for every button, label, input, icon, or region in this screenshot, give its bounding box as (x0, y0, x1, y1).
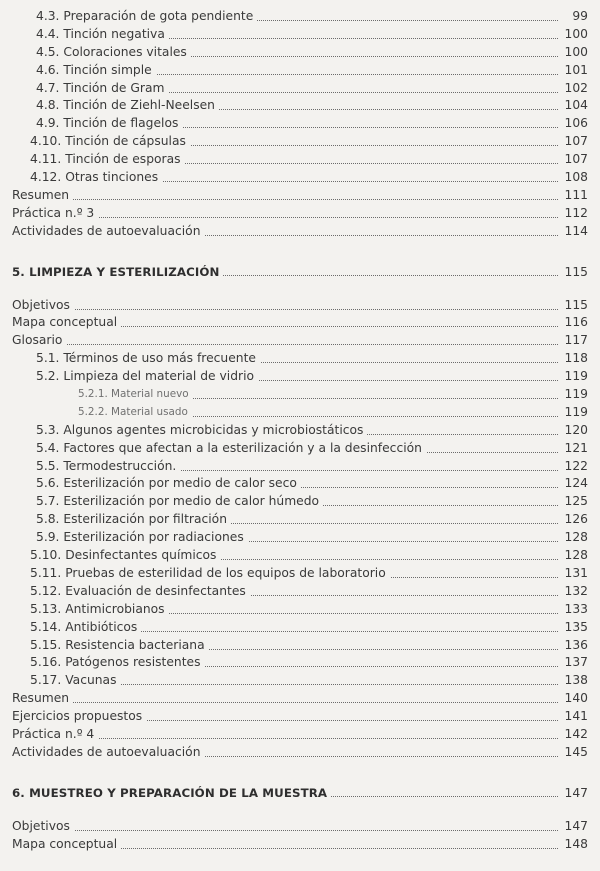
toc-entry-title: Glosario (12, 332, 66, 350)
dot-leader (167, 38, 558, 39)
toc-entry (0, 511, 600, 529)
toc-entry (0, 115, 600, 133)
toc-page-number: 119 (561, 404, 588, 422)
toc-entry-title: 5.2.1. Material nuevo (78, 386, 193, 404)
toc-entry-title: 6. MUESTREO Y PREPARACIÓN DE LA MUESTRA (12, 782, 331, 804)
toc-page-number: 120 (561, 422, 588, 440)
toc-page-number: 122 (561, 458, 588, 476)
toc-entry-title: 4.9. Tinción de flagelos (36, 115, 182, 133)
dot-leader (329, 796, 558, 797)
toc-entry (0, 26, 600, 44)
toc-entry (0, 386, 600, 404)
dot-leader (160, 181, 558, 182)
dot-leader (188, 145, 558, 146)
toc-entry (0, 458, 600, 476)
dot-leader (229, 523, 558, 524)
toc-entry-title: 5.13. Antimicrobianos (30, 601, 169, 619)
dot-leader (178, 470, 558, 471)
toc-entry (0, 836, 600, 854)
toc-entry-title: 5.10. Desinfectantes químicos (30, 547, 220, 565)
toc-page-number: 114 (561, 223, 588, 241)
dot-leader (71, 702, 558, 703)
dot-leader (203, 235, 558, 236)
toc-page-number: 101 (561, 62, 588, 80)
toc-entry-title: Objetivos (12, 818, 74, 836)
toc-page-number: 108 (561, 169, 588, 187)
toc-entry (0, 493, 600, 511)
toc-entry (0, 601, 600, 619)
toc-entry (0, 223, 600, 241)
toc-page-number: 132 (561, 583, 588, 601)
toc-entry (0, 619, 600, 637)
dot-leader (96, 217, 558, 218)
toc-entry-title: 5.9. Esterilización por radiaciones (36, 529, 248, 547)
toc-entry (0, 8, 600, 26)
dot-leader (180, 127, 558, 128)
dot-leader (167, 613, 558, 614)
toc-entry (0, 332, 600, 350)
toc-entry (0, 133, 600, 151)
toc-page-number: 135 (561, 619, 588, 637)
toc-entry-title: 4.4. Tinción negativa (36, 26, 169, 44)
toc-entry-title: 4.12. Otras tinciones (30, 169, 162, 187)
toc-entry (0, 583, 600, 601)
toc-entry-title: 4.8. Tinción de Ziehl-Neelsen (36, 97, 219, 115)
toc-entry-title: Práctica n.º 3 (12, 205, 98, 223)
toc-page-number: 148 (561, 836, 588, 854)
toc-entry (0, 187, 600, 205)
dot-leader (207, 649, 558, 650)
toc-entry-title: 5.16. Patógenos resistentes (30, 654, 205, 672)
toc-page-number: 115 (561, 297, 588, 315)
toc-entry-title: Mapa conceptual (12, 836, 121, 854)
toc-entry (0, 637, 600, 655)
dot-leader (119, 326, 558, 327)
toc-entry-title: 5.14. Antibióticos (30, 619, 141, 637)
dot-leader (139, 631, 558, 632)
toc-entry (0, 314, 600, 332)
dot-leader (388, 577, 558, 578)
toc-entry-title: 5.15. Resistencia bacteriana (30, 637, 209, 655)
dot-leader (246, 541, 558, 542)
toc-page-number: 145 (561, 744, 588, 762)
toc-entry-title: 4.5. Coloraciones vitales (36, 44, 191, 62)
toc-entry-title: 4.10. Tinción de cápsulas (30, 133, 190, 151)
toc-page-number: 141 (561, 708, 588, 726)
dot-leader (321, 505, 558, 506)
dot-leader (256, 380, 558, 381)
toc-entry-title: 5. LIMPIEZA Y ESTERILIZACIÓN (12, 261, 223, 283)
toc-entry-title: Actividades de autoevaluación (12, 223, 205, 241)
toc-page-number: 124 (561, 475, 588, 493)
toc-entry-title: 5.6. Esterilización por medio de calor seco (36, 475, 301, 493)
toc-page-number: 147 (561, 818, 588, 836)
toc-chapter-heading (0, 261, 600, 283)
toc-page-number: 121 (561, 440, 588, 458)
dot-leader (64, 344, 558, 345)
toc-page-number: 115 (561, 261, 588, 283)
toc-page-number: 131 (561, 565, 588, 583)
toc-page-number: 136 (561, 637, 588, 655)
dot-leader (118, 684, 558, 685)
toc-entry-title: Ejercicios propuestos (12, 708, 146, 726)
toc-entry (0, 169, 600, 187)
toc-entry-title: Práctica n.º 4 (12, 726, 98, 744)
toc-entry (0, 205, 600, 223)
toc-entry-title: Mapa conceptual (12, 314, 121, 332)
toc-entry (0, 44, 600, 62)
toc-entry-title: 5.7. Esterilización por medio de calor húmedo (36, 493, 323, 511)
toc-entry (0, 818, 600, 836)
toc-entry-title: 5.2. Limpieza del material de vidrio (36, 368, 258, 386)
toc-entry (0, 440, 600, 458)
toc-page-number: 104 (561, 97, 588, 115)
toc-entry (0, 690, 600, 708)
dot-leader (203, 756, 558, 757)
toc-page-number: 147 (561, 782, 588, 804)
toc-entry (0, 529, 600, 547)
toc-page-number: 119 (561, 368, 588, 386)
toc-page-number: 119 (561, 386, 588, 404)
toc-page-number: 118 (561, 350, 588, 368)
dot-leader (96, 738, 558, 739)
dot-leader (183, 163, 558, 164)
toc-entry (0, 708, 600, 726)
dot-leader (144, 720, 558, 721)
toc-entry (0, 744, 600, 762)
dot-leader (217, 109, 558, 110)
toc-page-number: 100 (561, 44, 588, 62)
dot-leader (154, 74, 558, 75)
toc-entry-title: 5.3. Algunos agentes microbicidas y microbiostáticos (36, 422, 367, 440)
dot-leader (203, 666, 558, 667)
toc-page-number: 99 (568, 8, 588, 26)
toc-page-number: 117 (561, 332, 588, 350)
toc-page-number: 140 (561, 690, 588, 708)
toc-entry-title: 4.11. Tinción de esporas (30, 151, 185, 169)
toc-page-number: 107 (561, 151, 588, 169)
toc-entry-title: 5.4. Factores que afectan a la esterilización y a la desinfección (36, 440, 426, 458)
toc-entry (0, 565, 600, 583)
section-spacer (0, 283, 600, 297)
toc-page-number: 112 (561, 205, 588, 223)
dot-leader (72, 309, 558, 310)
dot-leader (189, 56, 558, 57)
toc-entry (0, 404, 600, 422)
toc-entry-title: 5.2.2. Material usado (78, 404, 192, 422)
dot-leader (190, 416, 558, 417)
dot-leader (221, 275, 558, 276)
section-spacer (0, 241, 600, 261)
toc-entry-title: 4.3. Preparación de gota pendiente (36, 8, 257, 26)
toc-page-number: 137 (561, 654, 588, 672)
toc-page-number: 138 (561, 672, 588, 690)
toc-page-number: 128 (561, 547, 588, 565)
toc-page-number: 128 (561, 529, 588, 547)
dot-leader (299, 487, 558, 488)
toc-page-number: 126 (561, 511, 588, 529)
section-spacer (0, 762, 600, 782)
dot-leader (167, 92, 558, 93)
toc-entry (0, 475, 600, 493)
toc-chapter-heading (0, 782, 600, 804)
toc-entry (0, 547, 600, 565)
dot-leader (119, 848, 558, 849)
toc-entry (0, 654, 600, 672)
dot-leader (71, 199, 558, 200)
toc-entry-title: 5.8. Esterilización por filtración (36, 511, 231, 529)
toc-entry (0, 297, 600, 315)
section-spacer (0, 804, 600, 818)
toc-entry (0, 62, 600, 80)
toc-entry (0, 726, 600, 744)
toc-page-number: 142 (561, 726, 588, 744)
table-of-contents (0, 8, 600, 854)
toc-entry-title: 5.12. Evaluación de desinfectantes (30, 583, 250, 601)
dot-leader (424, 452, 558, 453)
toc-entry-title: Resumen (12, 187, 73, 205)
toc-entry-title: 5.17. Vacunas (30, 672, 120, 690)
toc-page-number: 116 (561, 314, 588, 332)
toc-entry-title: Actividades de autoevaluación (12, 744, 205, 762)
toc-entry-title: 5.1. Términos de uso más frecuente (36, 350, 260, 368)
dot-leader (218, 559, 558, 560)
dot-leader (255, 20, 558, 21)
toc-entry-title: Resumen (12, 690, 73, 708)
toc-entry (0, 672, 600, 690)
toc-page-number: 107 (561, 133, 588, 151)
toc-entry (0, 350, 600, 368)
toc-page-number: 106 (561, 115, 588, 133)
dot-leader (248, 595, 558, 596)
toc-entry-title: 4.6. Tinción simple (36, 62, 156, 80)
toc-entry (0, 422, 600, 440)
toc-page-number: 133 (561, 601, 588, 619)
dot-leader (365, 434, 558, 435)
dot-leader (72, 830, 558, 831)
dot-leader (258, 362, 558, 363)
toc-entry-title: Objetivos (12, 297, 74, 315)
toc-page-number: 102 (561, 80, 588, 98)
toc-page-number: 125 (561, 493, 588, 511)
toc-entry-title: 4.7. Tinción de Gram (36, 80, 169, 98)
toc-entry (0, 80, 600, 98)
toc-entry (0, 368, 600, 386)
toc-entry-title: 5.11. Pruebas de esterilidad de los equipos de laboratorio (30, 565, 390, 583)
toc-entry (0, 97, 600, 115)
toc-entry (0, 151, 600, 169)
toc-page-number: 100 (561, 26, 588, 44)
dot-leader (191, 398, 558, 399)
toc-page-number: 111 (561, 187, 588, 205)
toc-entry-title: 5.5. Termodestrucción. (36, 458, 180, 476)
